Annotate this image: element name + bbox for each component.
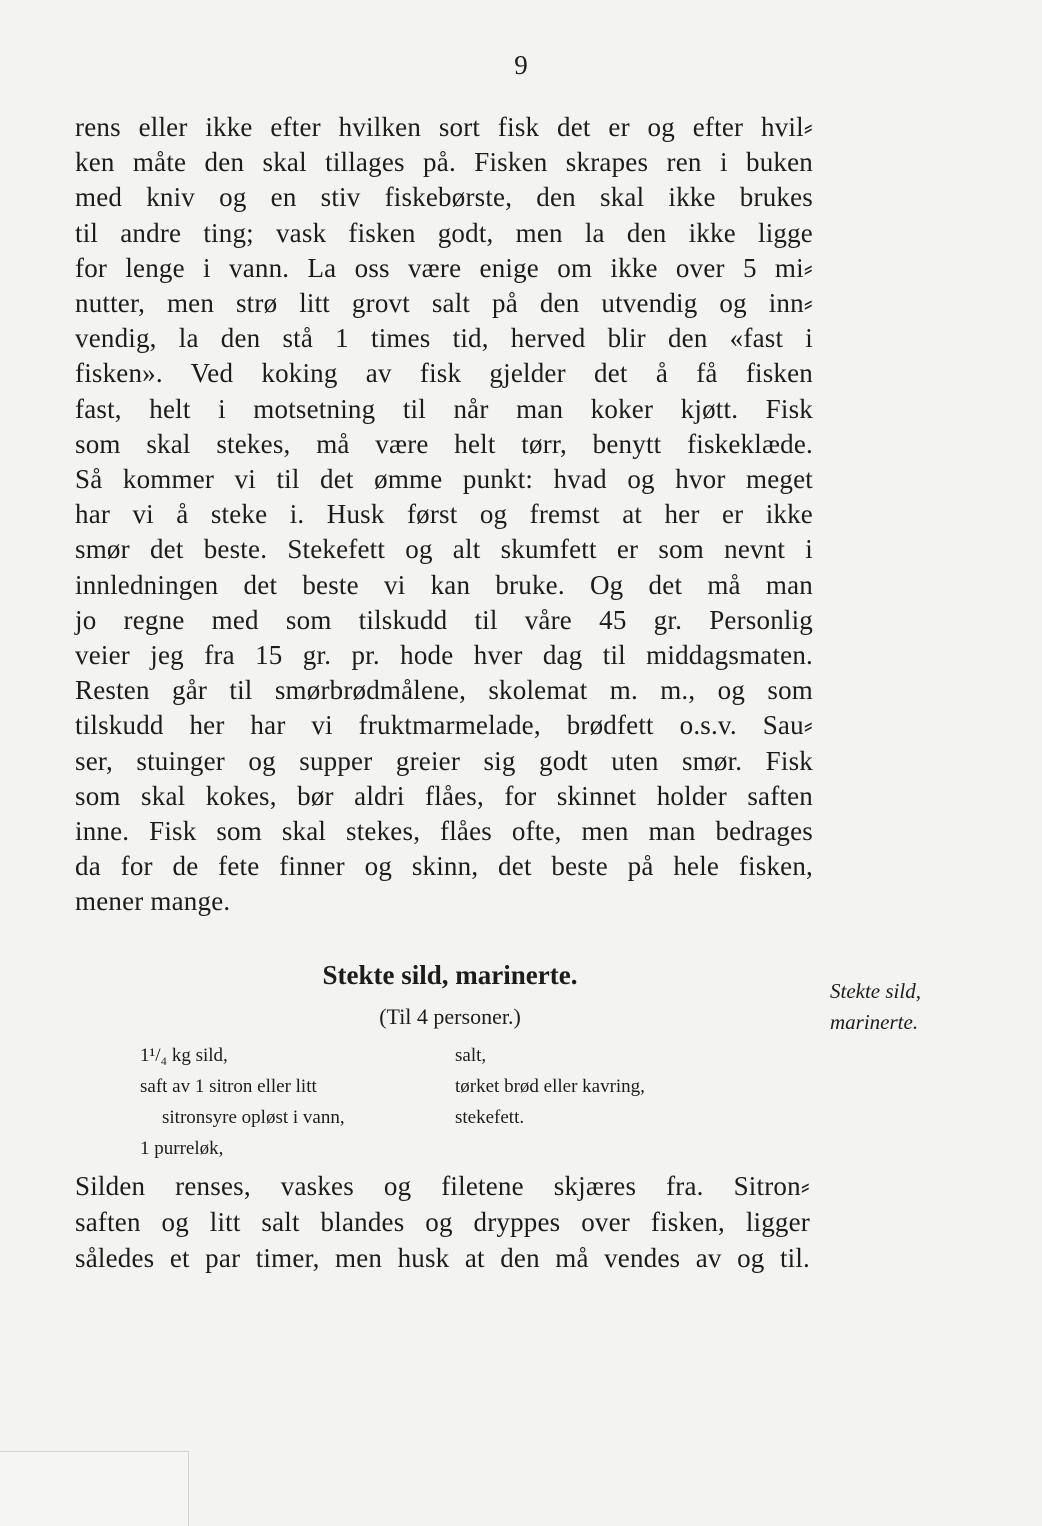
- ingredient-item: saft av 1 sitron eller litt: [140, 1076, 317, 1097]
- body-line: tilskudd her har vi fruktmarmelade, brødfett o.s.v. Sau⸗: [75, 710, 813, 741]
- body-line: fisken». Ved koking av fisk gjelder det å få fisken: [75, 358, 813, 389]
- body-line: innledningen det beste vi kan bruke. Og det må man: [75, 569, 813, 600]
- body-text: [75, 110, 813, 920]
- body-line: da for de fete finner og skinn, det beste på hele fisken,: [75, 851, 813, 882]
- recipe-subtitle: (Til 4 personer.): [379, 1004, 521, 1029]
- body-line: for lenge i vann. La oss være enige om ikke over 5 mi⸗: [75, 252, 813, 283]
- page-number: 9: [514, 50, 528, 80]
- method-line: saften og litt salt blandes og dryppes over fisken, ligger: [75, 1207, 810, 1237]
- ingredient-item: 1¹/₄ kg sild,: [140, 1045, 228, 1066]
- body-line: ken måte den skal tillages på. Fisken skrapes ren i buken: [75, 147, 813, 178]
- body-line: rens eller ikke efter hvilken sort fisk det er og efter hvil⸗: [75, 112, 813, 142]
- margin-note-line: marinerte.: [830, 1010, 919, 1034]
- body-line: har vi å steke i. Husk først og fremst at her er ikke: [75, 499, 813, 530]
- body-line: som skal kokes, bør aldri flåes, for skinnet holder saften: [75, 780, 813, 811]
- margin-note: [830, 976, 921, 1038]
- body-line: nutter, men strø litt grovt salt på den utvendig og inn⸗: [75, 288, 813, 319]
- body-line: fast, helt i motsetning til når man koker kjøtt. Fisk: [75, 393, 813, 424]
- method-line: Silden renses, vaskes og filetene skjæres fra. Sitron⸗: [75, 1171, 810, 1201]
- body-line: vendig, la den stå 1 times tid, herved blir den «fast i: [75, 323, 813, 354]
- recipe-method: [75, 1168, 810, 1276]
- body-line: med kniv og en stiv fiskebørste, den skal ikke brukes: [75, 182, 813, 213]
- ingredient-item: stekefett.: [455, 1107, 525, 1128]
- body-line: smør det beste. Stekefett og alt skumfett er som nevnt i: [75, 534, 813, 565]
- method-line: således et par timer, men husk at den må vendes av og til.: [75, 1243, 810, 1273]
- body-line: Så kommer vi til det ømme punkt: hvad og hvor meget: [75, 464, 813, 495]
- ingredients-right-column: [455, 1040, 775, 1133]
- corner-frame: [0, 1451, 189, 1526]
- body-line: ser, stuinger og supper greier sig godt uten smør. Fisk: [75, 745, 813, 776]
- margin-note-line: Stekte sild,: [830, 979, 921, 1003]
- body-line: veier jeg fra 15 gr. pr. hode hver dag til middagsmaten.: [75, 640, 813, 671]
- ingredients-left-column: [140, 1040, 430, 1164]
- body-line: Resten går til smørbrødmålene, skolemat m. m., og som: [75, 675, 813, 706]
- recipe-title: Stekte sild, marinerte.: [322, 960, 578, 990]
- body-line: til andre ting; vask fisken godt, men la den ikke ligge: [75, 217, 813, 248]
- body-line: som skal stekes, må være helt tørr, benytt fiskeklæde.: [75, 428, 813, 459]
- ingredient-item: 1 purreløk,: [140, 1138, 224, 1159]
- ingredient-item: salt,: [455, 1045, 487, 1066]
- ingredient-item: tørket brød eller kavring,: [455, 1076, 645, 1097]
- body-line: jo regne med som tilskudd til våre 45 gr. Personlig: [75, 604, 813, 635]
- ingredient-item: sitronsyre opløst i vann,: [162, 1107, 345, 1128]
- body-line: inne. Fisk som skal stekes, flåes ofte, men man bedrages: [75, 816, 813, 847]
- body-line: mener mange.: [75, 886, 231, 917]
